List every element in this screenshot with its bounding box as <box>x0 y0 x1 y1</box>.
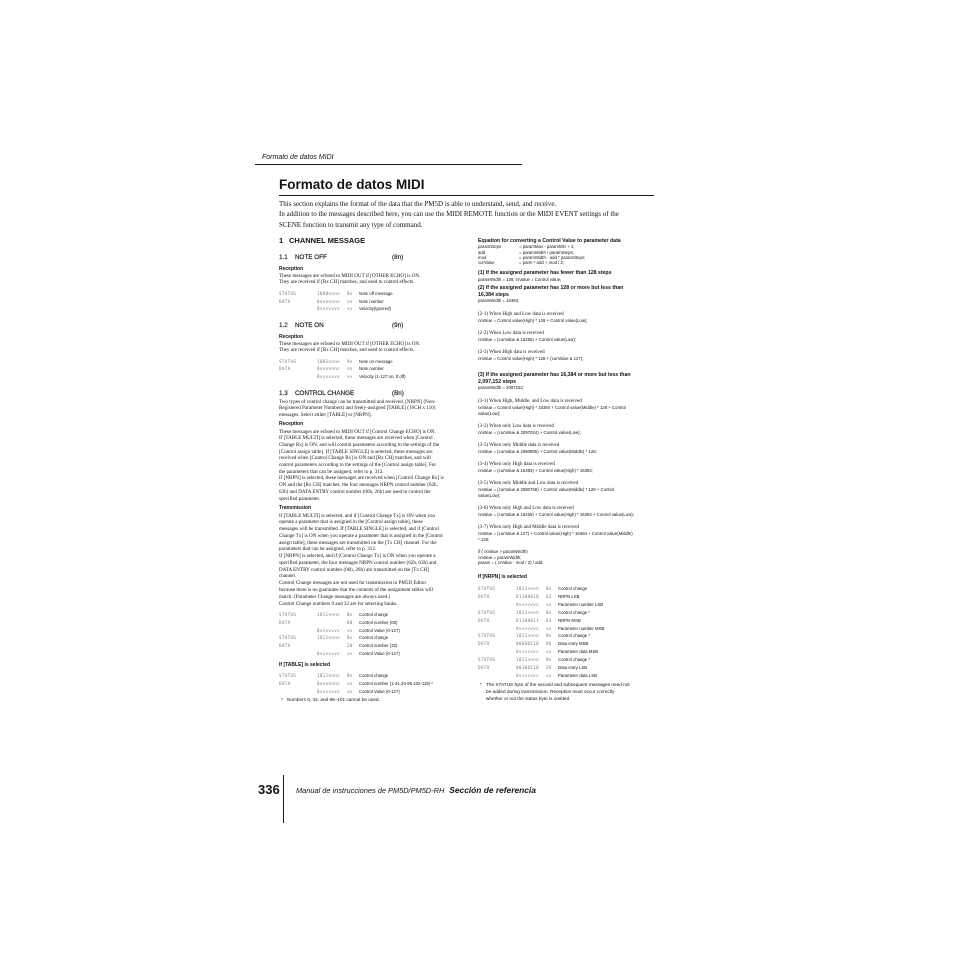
binary-value: 0vvvvvvv <box>317 651 340 657</box>
binary-value: 0vvvvvvv <box>317 627 340 633</box>
table-row <box>279 688 459 696</box>
hex-value: Bn <box>347 612 353 618</box>
paragraph-line: the parameters that can be assigned, refer to p. 312. <box>279 468 384 475</box>
binary-value: 01100010 <box>516 593 539 599</box>
subcase-line: (3-4) When only High data is received <box>478 462 555 467</box>
field-description: Velocity(ignored) <box>359 306 392 312</box>
subcase-line: (3-3) When only Middle data is received <box>478 443 560 448</box>
binary-value: 0vvvvvvv <box>516 625 539 631</box>
field-description: NRPN LSB <box>558 593 580 599</box>
hex-value: nn <box>347 298 353 304</box>
subcase-line: rxValue = (curValue & 16383) + Control value(High) * 16384; <box>478 468 593 473</box>
field-label: DATA <box>279 643 291 649</box>
paragraph-line: assign table], these messages are transmitted on the [Tx CH] channel. For the <box>279 539 437 546</box>
footnote-line: be added during transmission. Reception must occur correctly <box>486 688 615 694</box>
case-heading <box>478 285 623 299</box>
page-title: Formato de datos MIDI <box>279 176 425 192</box>
table-row <box>478 656 658 664</box>
paragraph-line: messages. Select either [TABLE] or [NRPN]. <box>279 412 372 419</box>
paragraph-line: These messages are echoed to MIDI OUT if [OTHER ECHO] is ON. <box>279 340 421 347</box>
table-row <box>279 627 459 635</box>
table-row <box>279 680 459 688</box>
footer-label <box>296 785 536 795</box>
paragraph-line: They are received if [Rx CH] matches, and used to control effects. <box>279 347 415 354</box>
subcase-line: * 128; <box>478 537 490 542</box>
subcase-line: rxValue = Control value(High) * 128 + Control value(Low); <box>478 318 588 324</box>
binary-value: 1011nnnn <box>516 633 539 639</box>
case-heading-line: (1) If the assigned parameter has fewer than 128 steps <box>478 270 612 276</box>
field-label: STATUS <box>279 358 297 364</box>
hex-value: 06 <box>546 641 552 647</box>
formula-line: if ( rxValue > paramWidth) <box>478 549 528 555</box>
binary-value: 1011nnnn <box>516 657 539 663</box>
table-row <box>478 601 658 609</box>
subcase-line: (3-7) When only High and Middle data is received <box>478 525 579 530</box>
footnote <box>279 697 459 703</box>
field-description: Parameter number LSB <box>558 601 604 607</box>
table-row <box>279 365 459 373</box>
footnote-line: Numbers 0, 32, and 96–101 cannot be used. <box>287 697 380 702</box>
hex-value: 9n <box>347 358 353 364</box>
field-label: DATA <box>478 593 490 599</box>
binary-value: 1011nnnn <box>317 612 340 618</box>
table-row <box>279 650 459 658</box>
equation-definitions <box>478 244 658 265</box>
paragraph-line: match. (Parameter Change messages are always used.) <box>279 593 391 600</box>
binary-value: 0vvvvvvv <box>317 689 340 694</box>
paragraph-line: control parameters according to the settings of the [Control assign table]. For <box>279 462 437 469</box>
table-row <box>478 664 658 672</box>
subsection-number: 1.2 <box>279 322 288 329</box>
case-heading-line: 16,384 steps <box>478 291 509 298</box>
hex-value: Bn <box>347 673 353 678</box>
field-description: Control change * <box>558 657 591 663</box>
intro-line: This section explains the format of the data that the PM5D is able to understand, send, and receive. <box>279 199 557 208</box>
subcase-line: (3-1) When High, Middle, and Low data is received <box>478 399 582 404</box>
field-description: Control Value (0-127) <box>359 689 400 694</box>
hex-value: Bn <box>546 586 552 592</box>
paragraph-line: They are received if [Rx CH] matches, and used to control effects. <box>279 279 415 286</box>
subcase-line: rxValue = (curValue & 2080768) + Control value(Middle) * 128 + Control <box>478 487 615 492</box>
subcase-line: (2-2) When Low data is received <box>478 331 544 336</box>
field-description: Control number (00) <box>359 619 398 625</box>
paragraph-line: Control Change numbers 0 and 32 are for selecting banks. <box>279 600 398 607</box>
formula-line: paramWidth = 16384; <box>478 298 520 303</box>
header-divider <box>255 164 522 165</box>
subsection-heading-note-on <box>279 322 459 330</box>
reception-paragraph <box>279 429 444 503</box>
message-table-note-on <box>279 358 459 381</box>
paragraph-line: If [TABLE MULTI] is selected, these messages are received when [Control <box>279 435 433 442</box>
table-row <box>279 373 459 381</box>
field-description: Control change <box>359 612 389 618</box>
hex-value: vv <box>546 601 552 607</box>
subcase-block <box>478 443 597 455</box>
subcase-line: rxValue = (curValue & 2097024) + Control value(Low); <box>478 430 581 435</box>
field-description: Velocity (1-127:on, 0:off) <box>359 374 406 380</box>
paragraph-line: If [TABLE MULTI] is selected, and if [Control Change Tx] is ON when you <box>279 512 436 519</box>
paragraph-line: Registered Parameter Numbers) and freely-assigned [TABLE] (16CH x 110) <box>279 405 436 412</box>
binary-value: 0vvvvvvv <box>516 649 539 655</box>
field-description: Note number <box>359 298 384 304</box>
case-formula <box>478 277 561 283</box>
field-description: Note off message <box>359 291 393 297</box>
field-label: STATUS <box>478 657 496 663</box>
paragraph-line: These messages are echoed to MIDI OUT if [Control Change ECHO] is ON. <box>279 428 436 435</box>
clamp-formula <box>478 549 543 566</box>
section-title: CHANNEL MESSAGE <box>289 236 366 245</box>
variable-name: mod <box>478 254 487 260</box>
paragraph-line: 63h) and DATA ENTRY control number (06h, 26h) are used to control the <box>279 488 431 495</box>
subcase-block <box>478 331 576 343</box>
field-label: STATUS <box>279 291 297 297</box>
subcase-line: rxValue = (curValue & 16256) + Control value(Low); <box>478 337 577 342</box>
hex-value: 00 <box>347 619 353 625</box>
reception-label: Reception <box>279 334 304 340</box>
variable-expression: = paramWidth / paramSteps; <box>519 249 574 255</box>
footnote-marker: * <box>281 697 283 702</box>
paragraph-line: Change Rx] is ON, and will control parameters according to the settings of the <box>279 442 440 449</box>
table-row <box>279 634 459 642</box>
nrpn-mode-label: If [NRPN] is selected <box>478 574 527 580</box>
reception-label: Reception <box>279 421 304 427</box>
field-description: NRPN MSB <box>558 617 581 623</box>
footnote <box>478 681 658 702</box>
binary-value: 1001nnnn <box>317 358 340 364</box>
field-label: DATA <box>279 619 291 625</box>
message-table-nrpn <box>478 585 658 680</box>
field-description: Data entry LSB <box>558 664 588 670</box>
field-label: STATUS <box>478 633 496 639</box>
hex-value: vv <box>546 625 552 631</box>
case-heading-line: (2) If the assigned parameter has 128 or more but less than <box>478 284 624 291</box>
subcase-line: (3-2) When only Low data is received <box>478 424 554 429</box>
subcase-line: rxValue = Control value(High) * 16384 + Control value(Middle) * 128 + Control <box>478 405 626 410</box>
footnote-marker: * <box>480 681 482 687</box>
field-label: DATA <box>279 681 291 686</box>
paragraph-line: Two types of control change can be transmitted and received, [NRPN] (Non- <box>279 398 436 405</box>
subcase-block <box>478 462 593 474</box>
case-heading <box>478 372 631 386</box>
variable-name: curValue <box>478 260 495 266</box>
reception-paragraph <box>279 273 420 287</box>
footnote-text <box>486 681 630 702</box>
hex-value: vv <box>347 627 353 633</box>
field-label: DATA <box>478 641 490 647</box>
subsection-number: 1.3 <box>279 390 288 397</box>
section-heading-channel-message <box>279 236 459 246</box>
binary-value: 00100110 <box>516 664 539 670</box>
paragraph-line: specified parameter, the four messages NRPN control number (62h, 63h) and <box>279 559 437 566</box>
binary-value: 0vvvvvvv <box>317 306 340 312</box>
field-description: Control change <box>558 586 588 592</box>
page-number: 336 <box>258 782 280 797</box>
table-row <box>478 593 658 601</box>
formula-line: rxValue = paramWidth; <box>478 554 522 560</box>
field-description: Note number <box>359 366 384 372</box>
table-row <box>279 672 459 680</box>
paragraph-line: If [NRPN] is selected, these messages are received when [Control Change Rx] is <box>279 475 444 482</box>
field-label: STATUS <box>279 612 297 618</box>
paragraph-line: messages will be transmitted. If [TABLE SINGLE] is selected, and if [Control <box>279 526 439 533</box>
field-label: DATA <box>279 366 291 372</box>
binary-value: 1011nnnn <box>516 609 539 615</box>
subsection-number: 1.1 <box>279 254 288 261</box>
message-table-control-change <box>279 611 459 658</box>
hex-value: vv <box>546 672 552 678</box>
field-label: STATUS <box>478 586 496 592</box>
hex-value: vv <box>546 649 552 655</box>
subcase-block <box>478 312 588 325</box>
paragraph-line: channel. <box>279 573 297 580</box>
hex-value: vv <box>347 651 353 657</box>
field-description: Parameter number MSB <box>558 625 605 631</box>
footnote-line: The STATUS byte of the second and subsequent messages need not <box>486 681 630 687</box>
subsection-heading-note-off <box>279 254 459 262</box>
binary-value: 00000110 <box>516 641 539 647</box>
subcase-line: (2-1) When High and Low data is received <box>478 311 564 317</box>
field-description: Control number (32) <box>359 643 398 649</box>
table-row <box>279 642 459 650</box>
control-change-intro <box>279 399 436 419</box>
variable-expression: = parm * add + mod / 2; <box>519 260 565 266</box>
hex-value: Bn <box>546 609 552 615</box>
subsection-title: NOTE OFF <box>295 254 327 261</box>
intro-line: SCENE function to transmit any type of command. <box>279 220 423 229</box>
variable-expression: = paramMax - paramMin + 1; <box>519 244 575 250</box>
subcase-line: value(Low); <box>478 411 501 416</box>
paragraph-line: received when [Control Change Rx] is ON and [Rx CH] matches, and will <box>279 455 431 462</box>
case-formula <box>478 385 524 391</box>
paragraph-line: because there is no guarantee that the contents of the assignment tables will <box>279 587 433 594</box>
field-description: Control change <box>359 673 389 678</box>
manual-name: Manual de instrucciones de PM5D/PM5D-RH <box>296 786 445 795</box>
equation-heading: Equation for converting a Control Value to parameter data <box>478 238 621 244</box>
paragraph-line: specified parameter. <box>279 495 321 502</box>
hex-value: 26 <box>546 664 552 670</box>
table-row <box>279 305 459 313</box>
message-table-note-off <box>279 290 459 313</box>
paragraph-line: If [NRPN] is selected, and if [Control Change Tx] is ON when you operate a <box>279 553 436 560</box>
case-heading-line: (3) If the assigned parameter has 16,384 or more but less than <box>478 371 631 378</box>
field-label: STATUS <box>279 673 297 678</box>
paragraph-line: ON and the [Rx CH] matches; the four messages NRPN control number (62h, <box>279 482 438 489</box>
binary-value: 0vvvvvvv <box>516 601 539 607</box>
table-row <box>478 672 658 680</box>
status-code: (Bn) <box>392 390 404 397</box>
binary-value: 0nnnnnnn <box>317 681 340 686</box>
subcase-block <box>478 525 633 543</box>
table-row <box>478 640 658 648</box>
table-row <box>279 611 459 619</box>
subcase-line: rxValue = (curValue & 16256) + Control value(High) * 16384 + Control value(Low); <box>478 512 634 517</box>
paragraph-line: DATA ENTRY control number (06h, 26h) are transmitted on the [Tx CH] <box>279 566 429 573</box>
binary-value: 0vvvvvvv <box>317 374 340 380</box>
subsection-heading-control-change <box>279 390 459 398</box>
binary-value: 1000nnnn <box>317 291 340 297</box>
hex-value: Bn <box>347 635 353 641</box>
footnote-line: whether or not the status byte is omitted. <box>486 695 571 701</box>
hex-value: nn <box>347 366 353 372</box>
subcase-block <box>478 350 583 362</box>
binary-value: 1011nnnn <box>317 635 340 641</box>
section-number: 1 <box>279 236 284 245</box>
transmission-paragraph <box>279 513 443 608</box>
definition-row <box>478 260 658 265</box>
field-description: Note on message <box>359 358 393 364</box>
subcase-line: rxValue = (curValue & 2080895) + Control value(Middle) * 128; <box>478 449 597 454</box>
table-row <box>478 632 658 640</box>
hex-value: Bn <box>546 657 552 663</box>
field-description: Control Value (0-127) <box>359 651 400 657</box>
hex-value: 8n <box>347 291 353 297</box>
reception-label: Reception <box>279 266 304 272</box>
table-row <box>279 358 459 366</box>
field-description: Parameter data MSB <box>558 649 599 655</box>
subcase-block <box>478 399 626 417</box>
hex-value: Bn <box>546 633 552 639</box>
field-label: STATUS <box>279 635 297 641</box>
table-row <box>478 625 658 633</box>
table-row <box>478 648 658 656</box>
variable-expression: = paramWidth - add * paramSteps; <box>519 254 586 260</box>
binary-value: 1011nnnn <box>516 586 539 592</box>
hex-value: vv <box>347 306 353 312</box>
variable-name: paramSteps <box>478 244 502 250</box>
hex-value: 63 <box>546 617 552 623</box>
case-formula <box>478 298 519 304</box>
formula-line: paramWidth = 128; rxValue = Control value; <box>478 277 562 282</box>
subsection-title: NOTE ON <box>295 322 324 329</box>
paragraph-line: Control Change messages are not used for transmission to PM5D Editor <box>279 580 427 587</box>
paragraph-line: parameters that can be assigned, refer to p. 312. <box>279 546 377 553</box>
case-heading <box>478 270 611 276</box>
formula-line: param = ( rxValue - mod / 2) / add; <box>478 560 544 566</box>
subcase-line: (3-5) When only Middle and Low data is received <box>478 481 579 486</box>
field-label: STATUS <box>478 609 496 615</box>
binary-value: 1011nnnn <box>317 673 340 678</box>
hex-value: vv <box>347 374 353 380</box>
paragraph-line: [Control assign table]. If [TABLE SINGLE] is selected, these messages are <box>279 448 433 455</box>
subcase-line: value(Low); <box>478 493 501 498</box>
binary-value: 01100011 <box>516 617 539 623</box>
variable-name: add <box>478 249 486 255</box>
message-table-table-mode <box>279 672 459 696</box>
field-label: DATA <box>478 664 490 670</box>
subcase-line: rxValue = Control value(High) * 128 + (curValue & 127); <box>478 356 584 361</box>
field-description: Control number (1-31,33-95,102-119) * <box>359 681 433 686</box>
footnote-text <box>287 697 380 703</box>
title-underline <box>279 195 654 196</box>
subcase-line: rxValue = (curValue & 127) + Control value(High) * 16384 + Control value(Middle) <box>478 531 633 536</box>
hex-value: 62 <box>546 593 552 599</box>
section-name: Sección de referencia <box>449 785 536 795</box>
binary-value: 0nnnnnnn <box>317 366 340 372</box>
paragraph-line: operate a parameter that is assigned in the [Control assign table], these <box>279 519 423 526</box>
field-description: Control change * <box>558 609 591 615</box>
subcase-block <box>478 506 634 518</box>
field-description: Data entry MSB <box>558 641 589 647</box>
table-row <box>478 617 658 625</box>
table-mode-label: If [TABLE] is selected <box>279 662 331 668</box>
paragraph-line: These messages are echoed to MIDI OUT if [OTHER ECHO] is ON. <box>279 272 421 279</box>
transmission-label: Transmission <box>279 505 312 511</box>
field-description: Control change <box>359 635 389 641</box>
reception-paragraph <box>279 341 420 355</box>
binary-value: 0nnnnnnn <box>317 298 340 304</box>
intro-line: In addition to the messages described here, you can use the MIDI REMOTE function or the MIDI EVENT settings of the <box>279 210 619 219</box>
field-description: Parameter data LSB <box>558 672 597 678</box>
status-code: (8n) <box>392 254 404 261</box>
table-row <box>478 585 658 593</box>
footer-divider <box>283 775 284 823</box>
subsection-title: CONTROL CHANGE <box>295 390 355 397</box>
table-row <box>279 619 459 627</box>
field-description: Control change * <box>558 633 591 639</box>
binary-value: 0vvvvvvv <box>516 672 539 678</box>
subcase-line: (3-6) When only High and Low data is received <box>478 506 574 511</box>
running-header-title: Formato de datos MIDI <box>262 154 334 161</box>
table-row <box>478 609 658 617</box>
field-label: DATA <box>478 617 490 623</box>
subcase-block <box>478 424 581 436</box>
case-heading-line: 2,097,152 steps <box>478 378 517 385</box>
field-description: Control Value (0-127) <box>359 627 400 633</box>
field-label: DATA <box>279 298 291 304</box>
formula-line: paramWidth = 2097152; <box>478 385 524 390</box>
table-row <box>279 298 459 306</box>
hex-value: 20 <box>347 643 353 649</box>
subcase-block <box>478 481 614 499</box>
hex-value: vv <box>347 689 353 694</box>
status-code: (9n) <box>392 322 404 329</box>
paragraph-line: Change Tx] is ON when you operate a parameter that is assigned in the [Control <box>279 532 443 539</box>
intro-paragraph <box>279 199 619 231</box>
hex-value: nn <box>347 681 353 686</box>
subcase-line: (2-3) When High data is received <box>478 350 545 355</box>
table-row <box>279 290 459 298</box>
